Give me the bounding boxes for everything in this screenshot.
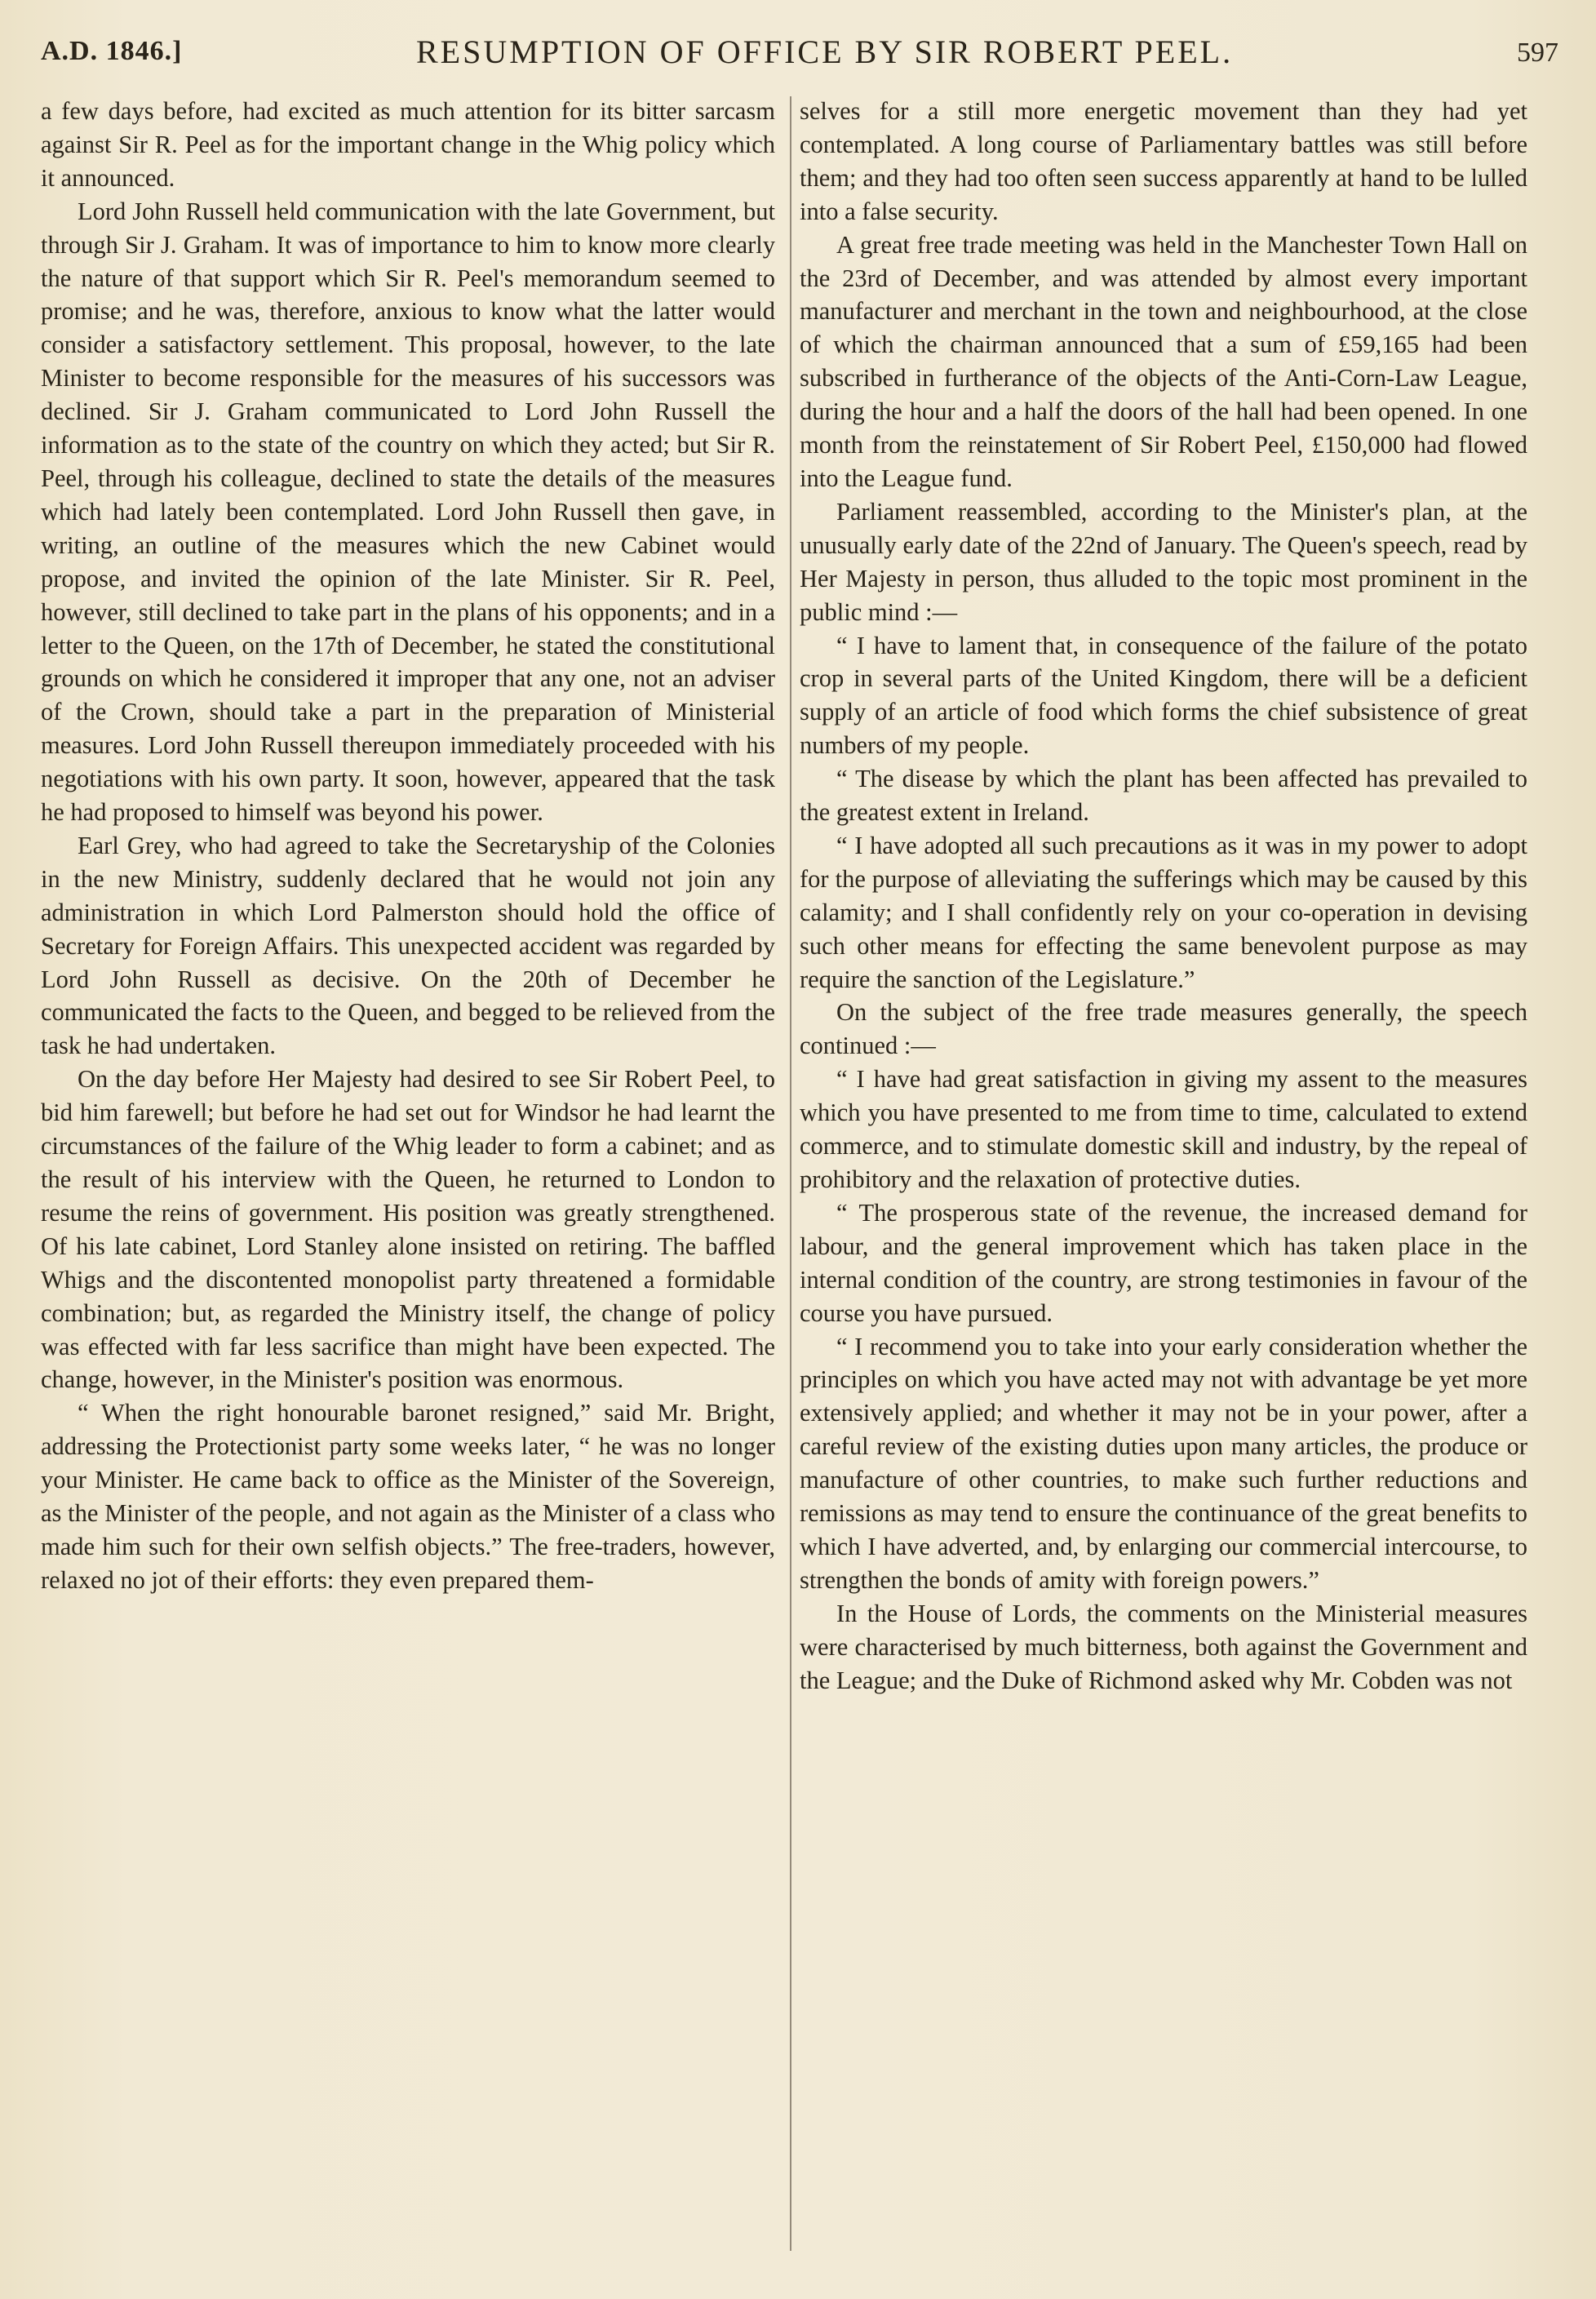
- left-column: [41, 95, 775, 1597]
- header-date: A.D. 1846.]: [41, 36, 183, 66]
- right-column: [800, 95, 1527, 1698]
- paragraph: On the subject of the free trade measures generally, the speech continued :—: [800, 998, 1527, 1060]
- paragraph: “ When the right honourable baronet resigned,” said Mr. Bright, addressing the Protectionist party some weeks later, “ he was no longer your Minister. He came back to office as the Minister of the Sovereign, as the Minister of the people, and not again as the Minister of a class who made him such for their own selfish objects.” The free-traders, however, relaxed no jot of their efforts: they even prepared them-: [41, 1399, 775, 1594]
- page-number: 597: [1517, 38, 1558, 68]
- paragraph: a few days before, had excited as much attention for its bitter sarcasm against Sir R. Peel as for the important change in the Whig policy which it announced.: [41, 97, 775, 192]
- paragraph: “ The prosperous state of the revenue, the increased demand for labour, and the general improvement which has taken place in the internal condition of the country, are strong testimonies in favour of the course you have pursued.: [800, 1198, 1527, 1327]
- paragraph: selves for a still more energetic movement than they had yet contemplated. A long course of Parliamentary battles was still before them; and they had too often seen success apparently at hand to be lulled into a false security.: [800, 97, 1527, 225]
- paragraph: Parliament reassembled, according to the Minister's plan, at the unusually early date of the 22nd of January. The Queen's speech, read by Her Majesty in person, thus alluded to the topic most prominent in the public mind :—: [800, 497, 1527, 626]
- paragraph: “ I have had great satisfaction in giving my assent to the measures which you have presented to me from time to time, calculated to extend commerce, and to stimulate domestic skill and industry, by the repeal of prohibitory and the relaxation of protective duties.: [800, 1065, 1527, 1193]
- paragraph: “ I have to lament that, in consequence of the failure of the potato crop in several parts of the United Kingdom, there will be a deficient supply of an article of food which forms the chief subsistence of great numbers of my people.: [800, 631, 1527, 760]
- paragraph: In the House of Lords, the comments on the Ministerial measures were characterised by much bitterness, both against the Government and the League; and the Duke of Richmond asked why Mr. Cobden was not: [800, 1599, 1527, 1694]
- paragraph: Earl Grey, who had agreed to take the Secretaryship of the Colonies in the new Ministry, suddenly declared that he would not join any administration in which Lord Palmerston should hold the office of Secretary for Foreign Affairs. This unexpected accident was regarded by Lord John Russell as decisive. On the 20th of December he communicated the facts to the Queen, and begged to be relieved from the task he had undertaken.: [41, 831, 775, 1060]
- paragraph: A great free trade meeting was held in the Manchester Town Hall on the 23rd of December, and was attended by almost every important manufacturer and merchant in the town and neighbourhood, at the close of which the chairman announced that a sum of £59,165 had been subscribed in furtherance of the objects of the Anti-Corn-Law League, during the hour and a half the doors of the hall had been opened. In one month from the reinstatement of Sir Robert Peel, £150,000 had flowed into the League fund.: [800, 230, 1527, 492]
- header-title: RESUMPTION OF OFFICE BY SIR ROBERT PEEL.: [416, 33, 1234, 70]
- paragraph: On the day before Her Majesty had desired to see Sir Robert Peel, to bid him farewell; but before he had set out for Windsor he had learnt the circumstances of the failure of the Whig leader to form a cabinet; and as the result of his interview with the Queen, he returned to London to resume the reins of government. His position was greatly strengthened. Of his late cabinet, Lord Stanley alone insisted on retiring. The baffled Whigs and the discontented monopolist party threatened a formidable combination; but, as regarded the Ministry itself, the change of policy was effected with far less sacrifice than might have been expected. The change, however, in the Minister's position was enormous.: [41, 1065, 775, 1394]
- running-header: [41, 29, 1558, 78]
- paragraph: “ I recommend you to take into your early consideration whether the principles on which you have acted may not with advantage be yet more extensively applied; and whether it may not be in your power, after a careful review of the existing duties upon many articles, the produce or manufacture of other countries, to make such further reductions and remissions as may tend to ensure the continuance of the great benefits to which I have adverted, and, by enlarging our commercial intercourse, to strengthen the bonds of amity with foreign powers.”: [800, 1332, 1527, 1594]
- paragraph: Lord John Russell held communication with the late Government, but through Sir J. Graham. It was of importance to him to know more clearly the nature of that support which Sir R. Peel's memorandum seemed to promise; and he was, therefore, anxious to know what the latter would consider a satisfactory settlement. This proposal, however, to the late Minister to become responsible for the measures of his successors was declined. Sir J. Graham communicated to Lord John Russell the information as to the state of the country on which they acted; but Sir R. Peel, through his colleague, declined to state the details of the measures which had lately been contemplated. Lord John Russell then gave, in writing, an outline of the measures which the new Cabinet would propose, and invited the opinion of the late Minister. Sir R. Peel, however, still declined to take part in the plans of his opponents; and in a letter to the Queen, on the 17th of December, he stated the constitutional grounds on which he considered it improper that any one, not an adviser of the Crown, should take a part in the preparation of Ministerial measures. Lord John Russell thereupon immediately proceeded with his negotiations with his own party. It soon, however, appeared that the task he had proposed to himself was beyond his power.: [41, 197, 775, 827]
- paragraph: “ I have adopted all such precautions as it was in my power to adopt for the purpose of alleviating the sufferings which may be caused by this calamity; and I shall confidently rely on your co-operation in devising such other means for effecting the same benevolent purpose as may require the sanction of the Legislature.”: [800, 831, 1527, 993]
- column-divider: [790, 96, 791, 2251]
- paragraph: “ The disease by which the plant has been affected has prevailed to the greatest extent in Ireland.: [800, 765, 1527, 827]
